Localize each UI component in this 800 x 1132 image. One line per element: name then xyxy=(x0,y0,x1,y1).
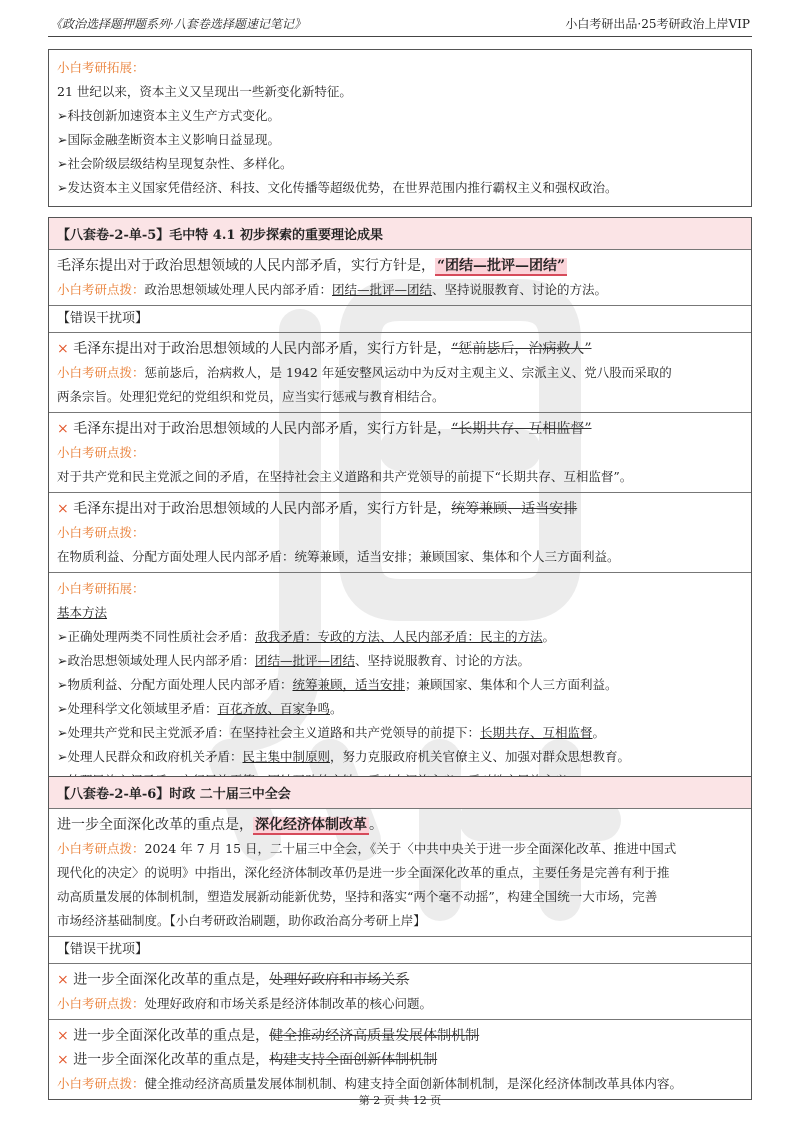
distractor-option: × 毛泽东提出对于政治思想领域的人民内部矛盾，实行方针是，统筹兼顾、适当安排 xyxy=(57,501,578,517)
page-number: 第 2 页 共 12 页 xyxy=(358,1094,442,1107)
wrong-mark-icon: × xyxy=(57,421,69,437)
explanation-line: 两条宗旨。处理犯党纪的党组织和党员，应当实行惩戒与教育相结合。 xyxy=(57,389,445,404)
wrong-answer: “惩前毖后，治病救人” xyxy=(451,341,592,357)
explanation-label: 小白考研点拨： xyxy=(57,1076,145,1091)
extension-item: ➢政治思想领域处理人民内部矛盾：团结—批评—团结、坚持说服教育、讨论的方法。 xyxy=(57,653,531,668)
explanation-label: 小白考研点拨： xyxy=(57,841,145,856)
extension-item: ➢正确处理两类不同性质社会矛盾：敌我矛盾：专政的方法、人民内部矛盾：民主的方法。 xyxy=(57,629,556,644)
distractor-option: × 进一步全面深化改革的重点是，构建支持全面创新体制机制 xyxy=(57,1052,438,1068)
extension-item: ➢处理共产党和民主党派矛盾：在坚持社会主义道路和共产党领导的前提下：长期共存、互相监督。 xyxy=(57,725,606,740)
section-title: 【八套卷-2-单-6】时政 二十届三中全会 xyxy=(49,777,751,808)
wrong-answer: 构建支持全面创新体制机制 xyxy=(269,1052,438,1068)
explanation-line: 市场经济基础制度。【小白考研政治刷题，助你政治高分考研上岸】 xyxy=(57,913,426,928)
extension-line: ➢社会阶级层级结构呈现复杂性、多样化。 xyxy=(57,156,293,171)
extension-item: ➢物质利益、分配方面处理人民内部矛盾：统筹兼顾，适当安排；兼顾国家、集体和个人三方面利益。 xyxy=(57,677,618,692)
explanation-label: 小白考研点拨： xyxy=(57,445,145,460)
distractor-option: × 进一步全面深化改革的重点是，健全推动经济高质量发展体制机制 xyxy=(57,1028,480,1044)
explanation-line: 现代化的决定〉的说明》中指出，深化经济体制改革仍是进一步全面深化改革的重点，主要任务是完善有利于推 xyxy=(57,865,670,880)
wrong-answer: 统筹兼顾、适当安排 xyxy=(451,501,578,517)
wrong-answer: 健全推动经济高质量发展体制机制 xyxy=(269,1028,480,1044)
distractor-option: × 进一步全面深化改革的重点是，处理好政府和市场关系 xyxy=(57,972,410,988)
extension-item: ➢处理科学文化领域里矛盾：百花齐放、百家争鸣。 xyxy=(57,701,343,716)
explanation-label: 小白考研点拨： xyxy=(57,365,145,380)
distractor-heading: 【错误干扰项】 xyxy=(49,936,751,963)
explanation: 小白考研点拨：政治思想领域处理人民内部矛盾：团结—批评—团结、坚持说服教育、讨论的方法。 xyxy=(57,282,608,297)
extension-label: 小白考研拓展： xyxy=(57,60,145,75)
question-stem: 毛泽东提出对于政治思想领域的人民内部矛盾，实行方针是， “团结—批评—团结” xyxy=(57,258,566,274)
wrong-mark-icon: × xyxy=(57,1052,69,1068)
explanation-line: 对于共产党和民主党派之间的矛盾，在坚持社会主义道路和共产党领导的前提下“长期共存、互相监督”。 xyxy=(57,469,633,484)
wrong-mark-icon: × xyxy=(57,972,69,988)
correct-answer: “团结—批评—团结” xyxy=(437,258,566,274)
header-left-title: 《政治选择题押题系列·八套卷选择题速记笔记》 xyxy=(50,17,306,31)
explanation-label: 小白考研点拨： xyxy=(57,996,145,1011)
extension-line: ➢发达资本主义国家凭借经济、科技、文化传播等超级优势，在世界范围内推行霸权主义和强权政治。 xyxy=(57,180,618,195)
question-stem: 进一步全面深化改革的重点是， 深化经济体制改革 。 xyxy=(57,817,383,833)
header-right-title: 小白考研出品·25考研政治上岸VIP xyxy=(565,17,750,31)
page-header xyxy=(48,12,752,37)
question-section-6: 【八套卷-2-单-6】时政 二十届三中全会 进一步全面深化改革的重点是， 深化经济体制改革 。 小白考研点拨：2024 年 7 月 15 日，二十届三中全会，《关于〈中共中央关于进一步全面深化改革、推进中国式 现代化的决定〉的说明》中指出，深化经济体制改革仍是进一步全面深化改革的重点，主要任务是完善有利于推 动高质量发展的体制机制，塑造发展新动能新优势，坚持和落实“两个毫不动摇”，构建全国统一大市场，完善 市场经济基础制度。【小白考研政治刷题，助你政治高分考研上岸】 【错误干扰项】 × 进一步全面深化改革的重点是，处理好政府和市场关系 小白考研点拨：处理好政府和市场关系是经济体制改革的核心问题。 × 进一步全面深化改革的重点是，健全推动经济高质量发展体制机制 × 进一步全面深化改革的重点是，构建支持全面创新体制机制 小白考研点拨：健全推动经济高质量发展体制机制、构建支持全面创新体制机制，是深化经济体制改革具体内容。 xyxy=(48,776,752,1100)
distractor-option: × 毛泽东提出对于政治思想领域的人民内部矛盾，实行方针是，“长期共存、互相监督” xyxy=(57,421,592,437)
extension-item: ➢处理人民群众和政府机关矛盾：民主集中制原则，努力克服政府机关官僚主义、加强对群众思想教育。 xyxy=(57,749,631,764)
extension-line: 21 世纪以来，资本主义又呈现出一些新变化新特征。 xyxy=(57,84,352,99)
explanation-line: 在物质利益、分配方面处理人民内部矛盾：统筹兼顾，适当安排；兼顾国家、集体和个人三方面利益。 xyxy=(57,549,620,564)
explanation-label: 小白考研点拨： xyxy=(57,525,145,540)
question-section-5: 【八套卷-2-单-5】毛中特 4.1 初步探索的重要理论成果 毛泽东提出对于政治思想领域的人民内部矛盾，实行方针是， “团结—批评—团结” 小白考研点拨：政治思想领域处理人民内部矛盾：团结—批评—团结、坚持说服教育、讨论的方法。 【错误干扰项】 × 毛泽东提出对于政治思想领域的人民内部矛盾，实行方针是，“惩前毖后，治病救人” 小白考研点拨：惩前毖后，治病救人，是 1942 年延安整风运动中为反对主观主义、宗派主义、党八股而采取的 两条宗旨。处理犯党纪的党组织和党员，应当实行惩戒与教育相结合。 × 毛泽东提出对于政治思想领域的人民内部矛盾，实行方针是，“长期共存、互相监督” 小白考研点拨： 对于共产党和民主党派之间的矛盾，在坚持社会主义道路和共产党领导的前提下“长期共存、互相监督”。 × 毛泽东提出对于政治思想领域的人民内部矛盾，实行方针是，统筹兼顾、适当安排 小白考研点拨： 在物质利益、分配方面处理人民内部矛盾：统筹兼顾，适当安排；兼顾国家、集体和个人三方面利益。 小白考研拓展： 基本方法 ➢正确处理两类不同性质社会矛盾：敌我矛盾：专政的方法、人民内部矛盾：民主的方法。 ➢政治思想领域处理人民内部矛盾：团结—批评—团结、坚持说服教育、讨论的方法。 ➢物质利益、分配方面处理人民内部矛盾：统筹兼顾，适当安排；兼顾国家、集体和个人三方面利益。 ➢处理科学文化领域里矛盾：百花齐放、百家争鸣。 ➢处理共产党和民主党派矛盾：在坚持社会主义道路和共产党领导的前提下：长期共存、互相监督。 ➢处理人民群众和政府机关矛盾：民主集中制原则，努力克服政府机关官僚主义、加强对群众思想教育。 xyxy=(48,217,752,797)
wrong-answer: 处理好政府和市场关系 xyxy=(269,972,410,988)
wrong-mark-icon: × xyxy=(57,1028,69,1044)
wrong-mark-icon: × xyxy=(57,501,69,517)
distractor-heading: 【错误干扰项】 xyxy=(49,305,751,332)
extension-line: ➢国际金融垄断资本主义影响日益显现。 xyxy=(57,132,280,147)
explanation-line: 动高质量发展的体制机制，塑造发展新动能新优势，坚持和落实“两个毫不动摇”，构建全国统一大市场，完善 xyxy=(57,889,658,904)
section-title: 【八套卷-2-单-5】毛中特 4.1 初步探索的重要理论成果 xyxy=(49,218,751,249)
extension-box-1 xyxy=(48,49,752,207)
extension-subtitle: 基本方法 xyxy=(57,605,108,620)
extension-label: 小白考研拓展： xyxy=(57,581,145,596)
correct-answer: 深化经济体制改革 xyxy=(255,817,367,833)
wrong-answer: “长期共存、互相监督” xyxy=(451,421,592,437)
extension-line: ➢科技创新加速资本主义生产方式变化。 xyxy=(57,108,280,123)
distractor-option: × 毛泽东提出对于政治思想领域的人民内部矛盾，实行方针是，“惩前毖后，治病救人” xyxy=(57,341,592,357)
wrong-mark-icon: × xyxy=(57,341,69,357)
